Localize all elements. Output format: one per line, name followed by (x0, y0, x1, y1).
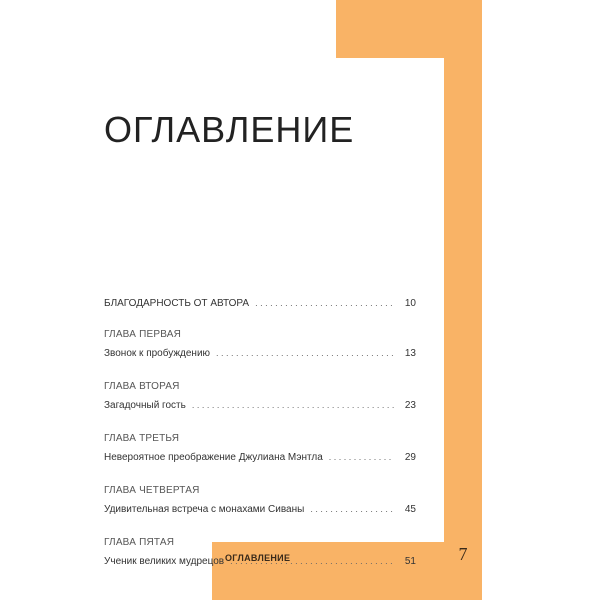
toc-page-number: 23 (404, 400, 416, 411)
toc-line (104, 450, 416, 464)
chapter-label: ГЛАВА ТРЕТЬЯ (104, 433, 180, 444)
toc-page-number: 51 (404, 556, 416, 567)
toc-entry-title: Ученик великих мудрецов (104, 556, 225, 567)
toc-page-number: 13 (404, 348, 416, 359)
dot-leader (310, 502, 394, 516)
page-title: ОГЛАВЛЕНИЕ (104, 109, 355, 150)
toc-page-number: 45 (404, 504, 416, 515)
toc-entry-chapter-4[interactable] (104, 484, 416, 516)
chapter-label: ГЛАВА ПЕРВАЯ (104, 329, 182, 340)
toc-entry-acknowledgements[interactable] (104, 296, 416, 310)
dot-leader (329, 450, 394, 464)
decorative-band-top (336, 0, 482, 58)
toc-entry-chapter-3[interactable] (104, 432, 416, 464)
toc-entry-title: БЛАГОДАРНОСТЬ ОТ АВТОРА (104, 298, 250, 309)
toc-entry-title: Звонок к пробуждению (104, 348, 211, 359)
running-head: ОГЛАВЛЕНИЕ (225, 553, 291, 563)
page-number: 7 (458, 544, 468, 564)
decorative-band-right (444, 58, 482, 600)
toc-line (104, 346, 416, 360)
toc-page-number: 10 (404, 298, 416, 309)
toc-entry-chapter-1[interactable] (104, 328, 416, 360)
toc-line (104, 296, 416, 310)
toc-page-number: 29 (404, 452, 416, 463)
toc-entry-title: Невероятное преображение Джулиана Мэнтла (104, 452, 323, 463)
toc-entry-chapter-2[interactable] (104, 380, 416, 412)
toc-line (104, 502, 416, 516)
dot-leader (192, 398, 394, 412)
toc-entry-title: Удивительная встреча с монахами Сиваны (104, 504, 305, 515)
chapter-label: ГЛАВА ЧЕТВЕРТАЯ (104, 485, 200, 496)
table-of-contents (104, 296, 416, 588)
chapter-label: ГЛАВА ВТОРАЯ (104, 381, 180, 392)
toc-entry-chapter-5[interactable] (104, 536, 416, 568)
dot-leader (255, 296, 394, 310)
chapter-label: ГЛАВА ПЯТАЯ (104, 537, 175, 548)
dot-leader (216, 346, 394, 360)
toc-line (104, 398, 416, 412)
toc-entry-title: Загадочный гость (104, 400, 186, 411)
